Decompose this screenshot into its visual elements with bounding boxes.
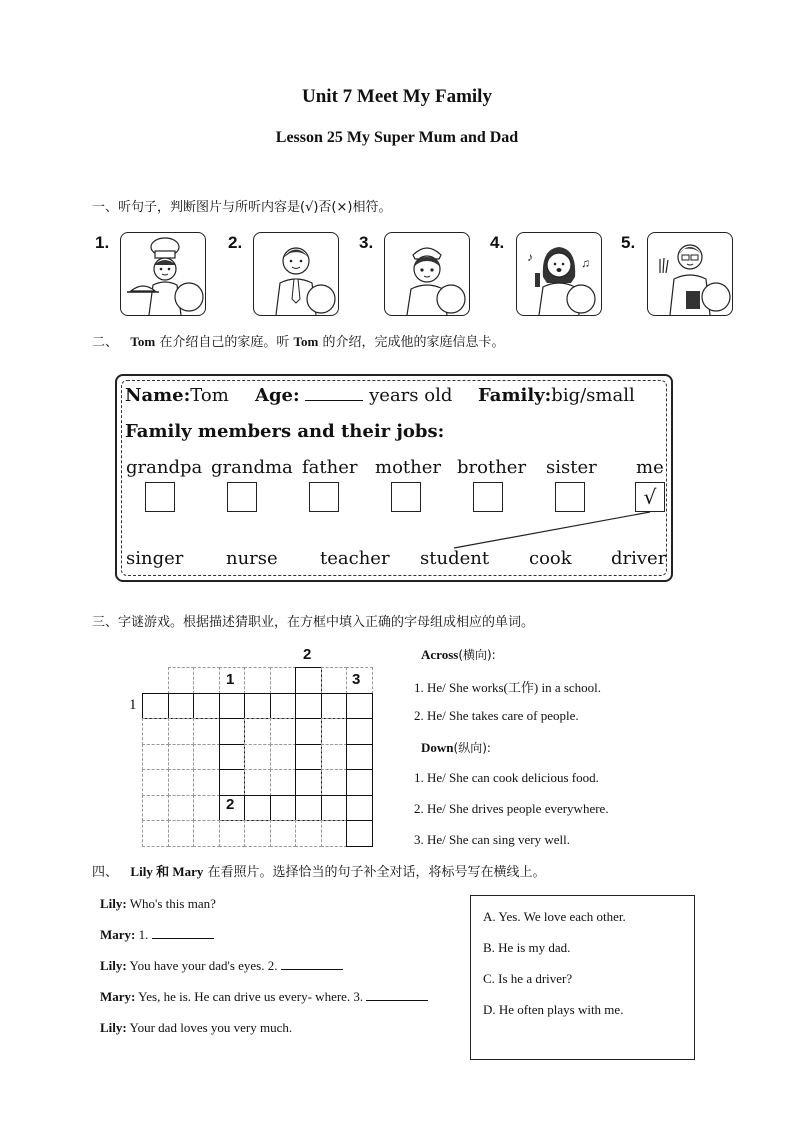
crossword-answer-cell[interactable] bbox=[346, 693, 373, 720]
option-a: A. Yes. We love each other. bbox=[483, 909, 626, 924]
answer-blank-1[interactable] bbox=[152, 938, 214, 939]
job-driver: driver bbox=[611, 548, 667, 569]
age-row: Age: years old bbox=[255, 385, 453, 406]
crossword-answer-cell[interactable] bbox=[295, 718, 322, 745]
member-me: me bbox=[636, 457, 664, 478]
family-size-row: Family:big/small bbox=[478, 385, 635, 406]
crossword-empty-cell bbox=[244, 667, 271, 694]
unit-title: Unit 7 Meet My Family bbox=[302, 86, 492, 107]
crossword-answer-cell[interactable] bbox=[295, 667, 322, 694]
answer-blank-2[interactable] bbox=[281, 969, 343, 970]
crossword-empty-cell bbox=[142, 718, 169, 745]
job-teacher: teacher bbox=[320, 548, 390, 569]
crossword-empty-cell bbox=[270, 667, 297, 694]
down-number-2: 2 bbox=[303, 646, 312, 663]
down-clue-1: 1. He/ She can cook delicious food. bbox=[414, 770, 599, 785]
crossword-answer-cell[interactable] bbox=[244, 795, 271, 822]
job-singer: singer bbox=[126, 548, 184, 569]
crossword-answer-cell[interactable] bbox=[270, 693, 297, 720]
members-heading: Family members and their jobs: bbox=[125, 421, 445, 442]
crossword-empty-cell bbox=[142, 795, 169, 822]
crossword-empty-cell bbox=[321, 769, 348, 796]
member-sister: sister bbox=[546, 457, 597, 478]
crossword-empty-cell bbox=[142, 820, 169, 847]
down-clue-3: 3. He/ She can sing very well. bbox=[414, 832, 570, 847]
across-heading: Across(横向): bbox=[421, 647, 496, 662]
crossword-empty-cell bbox=[270, 769, 297, 796]
dialogue-line-3: Lily: You have your dad's eyes. 2. bbox=[100, 958, 343, 974]
option-d: D. He often plays with me. bbox=[483, 1002, 624, 1017]
section4-instruction: 四、 Lily 和 Mary 在看照片。选择恰当的句子补全对话，将标号写在横线上。 bbox=[92, 864, 546, 880]
crossword-empty-cell bbox=[168, 795, 195, 822]
dialogue-line-5: Lily: Your dad loves you very much. bbox=[100, 1020, 293, 1035]
crossword-answer-cell[interactable] bbox=[346, 769, 373, 796]
crossword-empty-cell bbox=[270, 744, 297, 771]
crossword-answer-cell[interactable] bbox=[168, 693, 195, 720]
crossword-answer-cell[interactable] bbox=[193, 693, 220, 720]
crossword-empty-cell bbox=[142, 744, 169, 771]
dialogue-line-2: Mary: 1. bbox=[100, 927, 214, 943]
crossword-answer-cell[interactable] bbox=[219, 693, 246, 720]
crossword-answer-cell[interactable] bbox=[219, 769, 246, 796]
job-nurse: nurse bbox=[226, 548, 278, 569]
down-heading: Down(纵向): bbox=[421, 740, 491, 755]
crossword-empty-cell bbox=[270, 820, 297, 847]
dialogue-line-4: Mary: Yes, he is. He can drive us every- where. 3. bbox=[100, 989, 428, 1005]
section2-instruction: 二、 Tom 在介绍自己的家庭。听 Tom 的介绍，完成他的家庭信息卡。 bbox=[92, 334, 505, 350]
job-cook: cook bbox=[529, 548, 572, 569]
crossword-answer-cell[interactable] bbox=[346, 744, 373, 771]
crossword-empty-cell bbox=[244, 718, 271, 745]
crossword-empty-cell bbox=[244, 769, 271, 796]
crossword-answer-cell[interactable] bbox=[346, 820, 373, 847]
down-clue-2: 2. He/ She drives people everywhere. bbox=[414, 801, 609, 816]
picture-number-2: 2. bbox=[228, 233, 243, 252]
crossword-empty-cell bbox=[168, 744, 195, 771]
across-clue-1: 1. He/ She works(工作) in a school. bbox=[414, 680, 602, 695]
crossword-empty-cell bbox=[168, 667, 195, 694]
crossword-answer-cell[interactable] bbox=[270, 795, 297, 822]
member-brother: brother bbox=[457, 457, 527, 478]
crossword-empty-cell bbox=[295, 820, 322, 847]
crossword-empty-cell bbox=[244, 820, 271, 847]
dialogue-line-1: Lily: Who's this man? bbox=[100, 896, 216, 911]
crossword-empty-cell bbox=[168, 820, 195, 847]
crossword-answer-cell[interactable] bbox=[346, 718, 373, 745]
member-father: father bbox=[302, 457, 358, 478]
crossword-empty-cell bbox=[193, 795, 220, 822]
lesson-title: Lesson 25 My Super Mum and Dad bbox=[275, 129, 519, 146]
crossword-answer-cell[interactable] bbox=[219, 744, 246, 771]
crossword-empty-cell bbox=[193, 744, 220, 771]
svg-text:♫: ♫ bbox=[581, 256, 590, 270]
crossword-answer-cell[interactable] bbox=[295, 769, 322, 796]
picture-number-1: 1. bbox=[95, 233, 110, 252]
crossword-answer-cell[interactable] bbox=[321, 693, 348, 720]
crossword-answer-cell[interactable] bbox=[295, 795, 322, 822]
crossword-empty-cell bbox=[244, 744, 271, 771]
section3-instruction: 三、字谜游戏。根据描述猜职业，在方框中填入正确的字母组成相应的单词。 bbox=[92, 615, 535, 630]
crossword-empty-cell bbox=[193, 718, 220, 745]
crossword-empty-cell bbox=[321, 820, 348, 847]
picture-number-3: 3. bbox=[359, 233, 374, 252]
crossword-answer-cell[interactable] bbox=[295, 744, 322, 771]
across-number-1: 1 bbox=[129, 697, 137, 713]
option-c: C. Is he a driver? bbox=[483, 971, 573, 986]
across-number-2: 2 bbox=[226, 796, 235, 813]
down-number-1: 1 bbox=[226, 671, 235, 688]
checkmark-icon: √ bbox=[643, 485, 657, 509]
crossword-empty-cell bbox=[142, 769, 169, 796]
across-clue-2: 2. He/ She takes care of people. bbox=[414, 708, 579, 723]
crossword-empty-cell bbox=[168, 769, 195, 796]
section1-instruction: 一、听句子，判断图片与所听内容是(√)否(×)相符。 bbox=[92, 200, 392, 215]
member-grandma: grandma bbox=[211, 457, 293, 478]
crossword-empty-cell bbox=[193, 769, 220, 796]
crossword-empty-cell bbox=[219, 820, 246, 847]
crossword-empty-cell bbox=[321, 718, 348, 745]
crossword-answer-cell[interactable] bbox=[244, 693, 271, 720]
crossword-empty-cell bbox=[193, 667, 220, 694]
crossword-empty-cell bbox=[321, 744, 348, 771]
crossword-empty-cell bbox=[168, 718, 195, 745]
crossword-answer-cell[interactable] bbox=[295, 693, 322, 720]
member-mother: mother bbox=[375, 457, 441, 478]
crossword-answer-cell[interactable] bbox=[219, 718, 246, 745]
picture-number-5: 5. bbox=[621, 233, 636, 252]
crossword-answer-cell[interactable] bbox=[142, 693, 169, 720]
crossword-empty-cell bbox=[193, 820, 220, 847]
answer-blank-3[interactable] bbox=[366, 1000, 428, 1001]
name-row: Name:Tom bbox=[125, 385, 229, 406]
option-b: B. He is my dad. bbox=[483, 940, 571, 955]
crossword-answer-cell[interactable] bbox=[321, 795, 348, 822]
crossword-answer-cell[interactable] bbox=[346, 795, 373, 822]
picture-number-4: 4. bbox=[490, 233, 505, 252]
down-number-3: 3 bbox=[352, 671, 361, 688]
crossword-empty-cell bbox=[321, 667, 348, 694]
svg-text:♪: ♪ bbox=[527, 250, 533, 264]
member-grandpa: grandpa bbox=[126, 457, 203, 478]
crossword-empty-cell bbox=[270, 718, 297, 745]
job-student: student bbox=[420, 548, 490, 569]
